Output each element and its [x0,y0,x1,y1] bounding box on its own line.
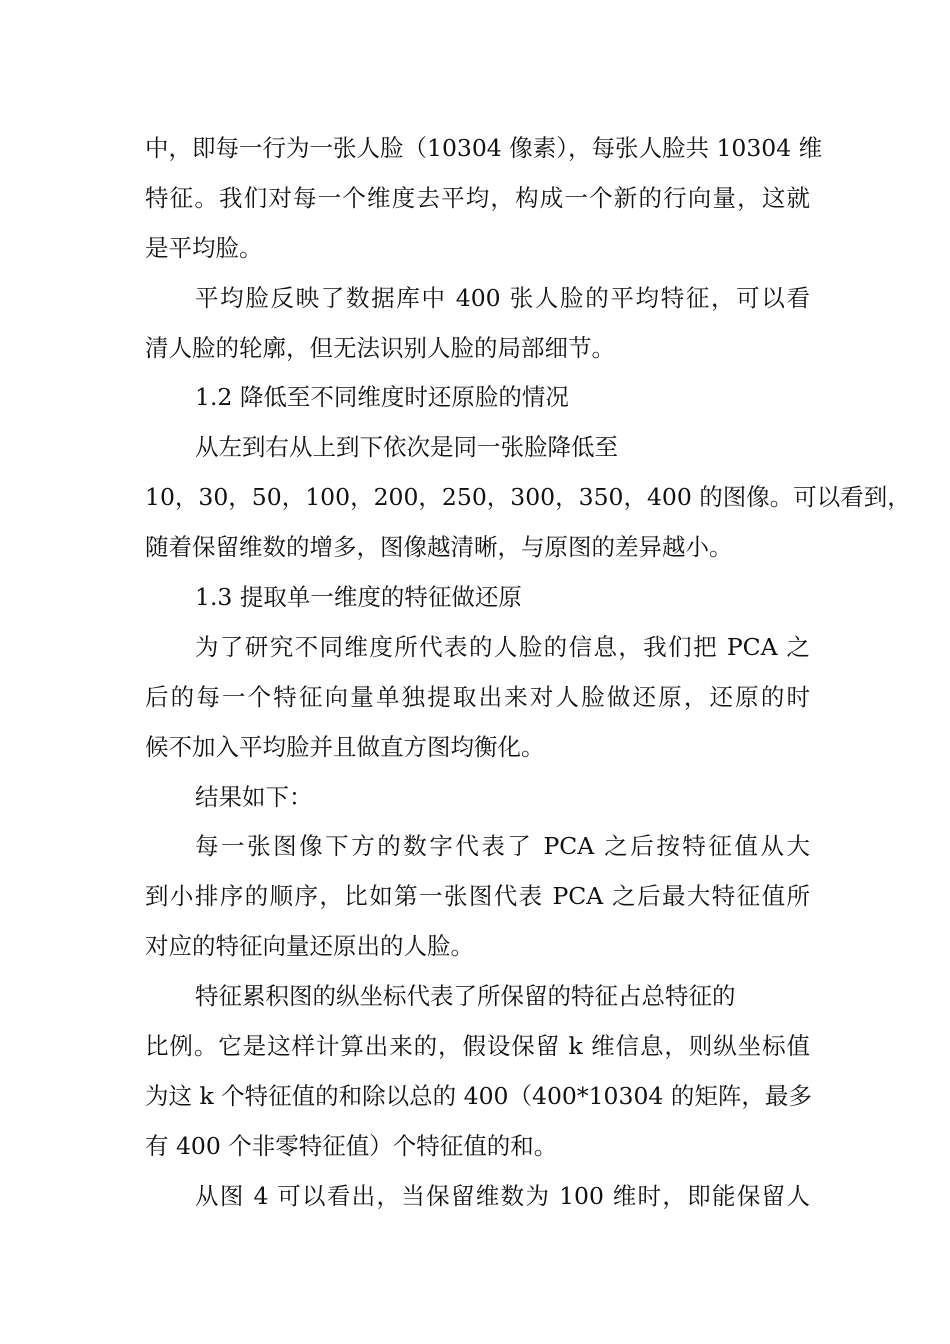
text-line: 平均脸反映了数据库中 400 张人脸的平均特征，可以看 [195,283,810,312]
text-line: 从左到右从上到下依次是同一张脸降低至 [195,433,618,462]
text-line: 特征。我们对每一个维度去平均，构成一个新的行向量，这就 [145,183,810,212]
text-line: 特征累积图的纵坐标代表了所保留的特征占总特征的 [195,982,736,1011]
text-line: 中，即每一行为一张人脸（10304 像素），每张人脸共 10304 维 [145,134,823,162]
section-heading: 1.3 提取单一维度的特征做还原 [195,583,522,612]
text-line: 从图 4 可以看出，当保留维数为 100 维时，即能保留人 [195,1181,810,1210]
text-line: 后的每一个特征向量单独提取出来对人脸做还原，还原的时 [145,682,810,711]
text-line: 比例。它是这样计算出来的，假设保留 k 维信息，则纵坐标值 [145,1032,810,1061]
text-line: 每一张图像下方的数字代表了 PCA 之后按特征值从大 [195,832,810,861]
text-line: 对应的特征向量还原出的人脸。 [145,932,474,961]
text-line: 为这 k 个特征值的和除以总的 400（400*10304 的矩阵，最多 [145,1081,812,1110]
text-line: 10，30，50，100，200，250，300，350，400 的图像。可以看到， [145,483,911,512]
text-line: 有 400 个非零特征值）个特征值的和。 [145,1131,558,1160]
section-heading: 1.2 降低至不同维度时还原脸的情况 [195,383,569,412]
text-line: 清人脸的轮廓，但无法识别人脸的局部细节。 [145,333,615,362]
body-text [145,124,911,1222]
text-line: 候不加入平均脸并且做直方图均衡化。 [145,732,545,761]
text-line: 随着保留维数的增多，图像越清晰，与原图的差异越小。 [145,533,733,562]
text-line: 是平均脸。 [145,233,263,262]
text-line: 结果如下： [195,782,313,811]
text-line: 到小排序的顺序，比如第一张图代表 PCA 之后最大特征值所 [145,882,810,911]
text-line: 为了研究不同维度所代表的人脸的信息，我们把 PCA 之 [195,632,810,661]
